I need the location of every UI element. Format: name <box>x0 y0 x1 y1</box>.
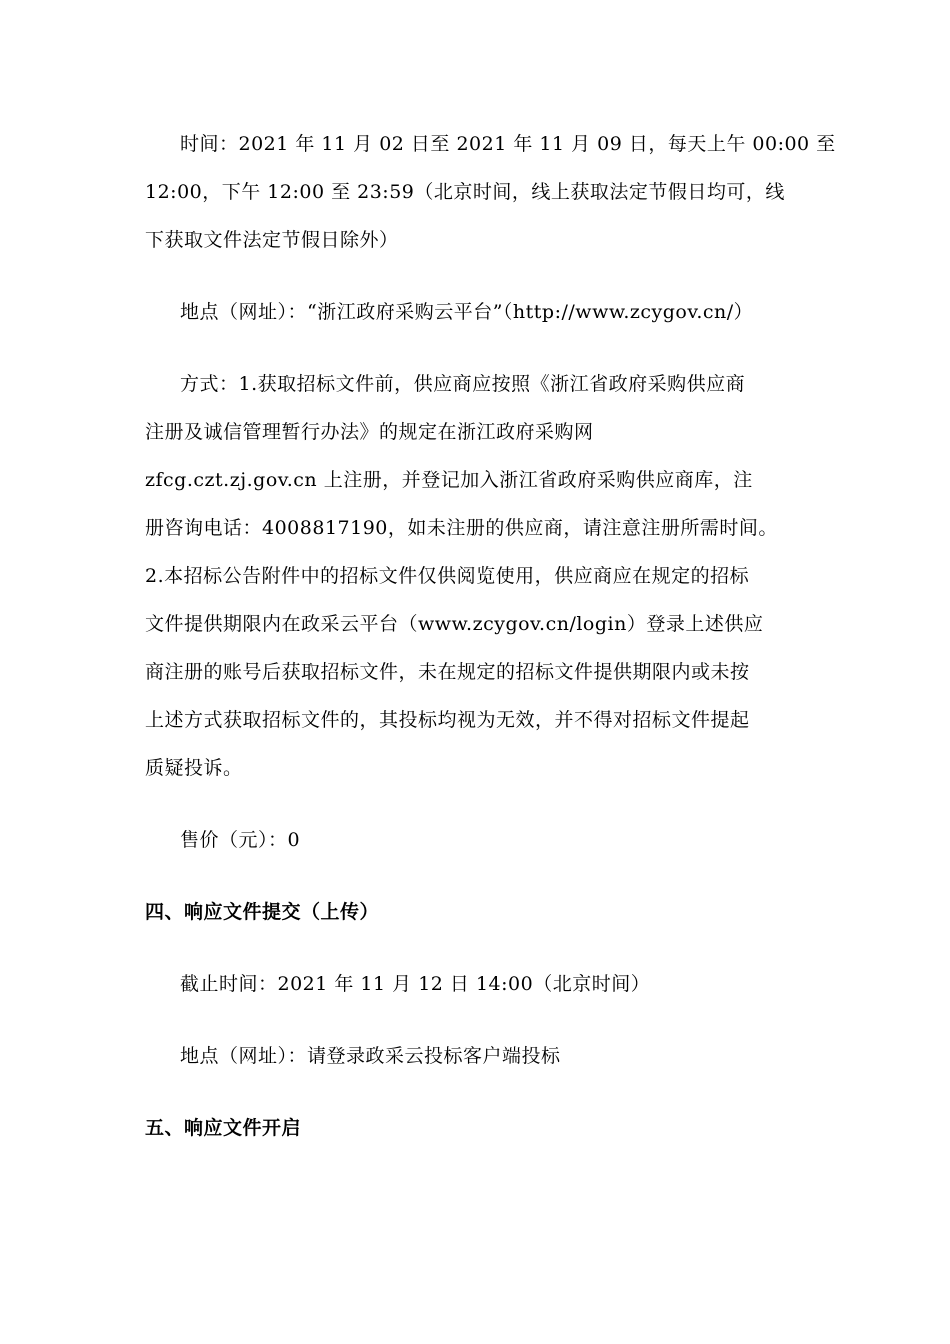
method-line-2: 注册及诚信管理暂行办法》的规定在浙江政府采购网 <box>145 421 594 443</box>
time-line-3: 下获取文件法定节假日除外） <box>145 229 399 251</box>
time-line-2: 12:00，下午 12:00 至 23:59（北京时间，线上获取法定节假日均可，线 <box>145 181 785 203</box>
submit-location-paragraph <box>145 1032 807 1080</box>
location-paragraph <box>145 288 807 336</box>
price-line: 售价（元）：0 <box>180 829 301 851</box>
section-5-heading: 五、响应文件开启 <box>145 1117 302 1139</box>
deadline-line: 截止时间：2021 年 11 月 12 日 14:00（北京时间） <box>180 973 651 995</box>
method-line-7: 商注册的账号后获取招标文件，未在规定的招标文件提供期限内或未按 <box>145 661 750 683</box>
method-line-1: 方式：1.获取招标文件前，供应商应按照《浙江省政府采购供应商 <box>180 373 746 395</box>
method-line-3: zfcg.czt.zj.gov.cn 上注册，并登记加入浙江省政府采购供应商库，注 <box>145 469 753 491</box>
document-content <box>145 120 836 1176</box>
deadline-paragraph <box>145 960 807 1008</box>
submit-location-line: 地点（网址）：请登录政采云投标客户端投标 <box>180 1045 561 1067</box>
method-paragraph <box>145 360 807 792</box>
method-line-4: 册咨询电话：4008817190，如未注册的供应商，请注意注册所需时间。 <box>145 517 778 539</box>
section-4-heading: 四、响应文件提交（上传） <box>145 901 380 923</box>
method-line-5: 2.本招标公告附件中的招标文件仅供阅览使用，供应商应在规定的招标 <box>145 565 750 587</box>
method-line-8: 上述方式获取招标文件的，其投标均视为无效，并不得对招标文件提起 <box>145 709 750 731</box>
method-line-6: 文件提供期限内在政采云平台（www.zcygov.cn/login）登录上述供应 <box>145 613 764 635</box>
location-line: 地点（网址）：“浙江政府采购云平台”（http://www.zcygov.cn/） <box>180 301 754 323</box>
price-paragraph <box>145 816 807 864</box>
time-paragraph <box>145 120 836 264</box>
time-line-1: 时间：2021 年 11 月 02 日至 2021 年 11 月 09 日，每天上午 00:00 至 <box>180 133 836 155</box>
method-line-9: 质疑投诉。 <box>145 757 243 779</box>
